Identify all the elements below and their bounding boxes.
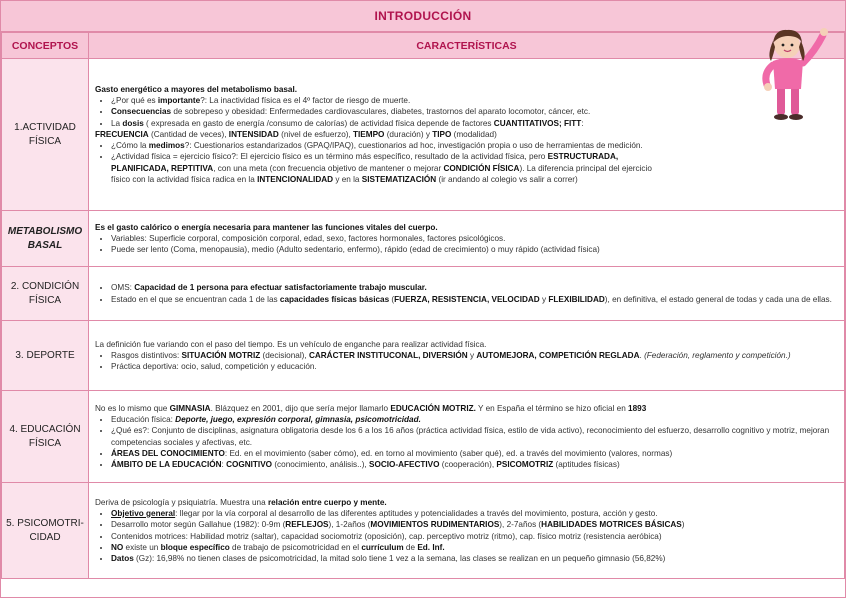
table-row	[2, 321, 845, 391]
list-item: • Contenidos motrices: Habilidad motriz (saltar), capacidad sociomotriz (oposición), cap. perceptivo motriz (ritmo), cap. físico motriz (resistencia aeróbica)	[111, 531, 838, 542]
characteristics-cell	[89, 391, 845, 483]
header-characteristics: CARACTERÍSTICAS	[89, 33, 845, 59]
list-item: • Consecuencias de sobrepeso y obesidad: Enfermedades cardiovasculares, diabetes, trastornos del aparato locomotor, cáncer, etc.	[111, 106, 838, 117]
characteristics-cell	[89, 483, 845, 579]
table-row	[2, 59, 845, 211]
list-item: • Puede ser lento (Coma, menopausia), medio (Adulto sedentario, enfermo), rápido (edad de crecimiento) o muy rápido (actividad física)	[111, 244, 838, 255]
characteristics-cell	[89, 321, 845, 391]
list-item: • Educación física: Deporte, juego, expresión corporal, gimnasia, psicomotricidad.	[111, 414, 838, 425]
list-item: • OMS: Capacidad de 1 persona para efectuar satisfactoriamente trabajo muscular.	[111, 282, 838, 293]
concept-label: 5. PSICOMOTRI-CIDAD	[6, 518, 84, 543]
row-intro: La definición fue variando con el paso del tiempo. Es un vehículo de enganche para realizar actividad física.	[95, 339, 487, 349]
concept-cell	[2, 59, 89, 211]
list-item: • Datos (Gz): 16,98% no tienen clases de psicomotricidad, la mitad solo tiene 1 vez a la semana, las clases se realizan en un pequeño gimnasio (56,82%)	[111, 553, 838, 564]
table-row	[2, 483, 845, 579]
concept-cell	[2, 391, 89, 483]
bullet-list	[95, 95, 838, 129]
concept-label: METABOLISMO BASAL	[7, 226, 83, 251]
concept-cell	[2, 267, 89, 321]
concept-cell	[2, 321, 89, 391]
list-item: • Estado en el que se encuentran cada 1 de las capacidades físicas básicas (FUERZA, RESISTENCIA, VELOCIDAD y FLEXIBILIDAD), en definitiva, el estado general de todas y cada una de ellas.	[111, 294, 838, 305]
characteristics-cell	[89, 59, 845, 211]
list-item: • ÁMBITO DE LA EDUCACIÓN: COGNITIVO (conocimiento, análisis..), SOCIO-AFECTIVO (cooperación), PSICOMOTRIZ (aptitudes físicas)	[111, 459, 838, 470]
list-item: • Rasgos distintivos: SITUACIÓN MOTRIZ (decisional), CARÁCTER INSTITUCONAL, DIVERSIÓN y AUTOMEJORA, COMPETICIÓN REGLADA. (Federación, reglamento y competición.)	[111, 350, 838, 361]
row-intro: No es lo mismo que GIMNASIA. Blázquez en 2001, dijo que sería mejor llamarlo EDUCACIÓN MOTRIZ. Y en España el término se hizo oficial en 1893	[95, 403, 647, 413]
header-concepts: CONCEPTOS	[2, 33, 89, 59]
continuation-line: físico con la actividad física radica en la INTENCIONALIDAD y en la SISTEMATIZACIÓN (ir andando al colegio vs salir a correr)	[111, 175, 578, 185]
list-item: • ÁREAS DEL CONOCIMIENTO: Ed. en el movimiento (saber cómo), ed. en torno al movimiento (saber qué), ed. a través del movimiento (valores, normas)	[111, 448, 838, 459]
characteristics-cell	[89, 211, 845, 267]
list-item: • ¿Por qué es importante?: La inactividad física es el 4º factor de riesgo de muerte.	[111, 95, 838, 106]
list-item: • Variables: Superficie corporal, composición corporal, edad, sexo, factores hormonales, factores psicológicos.	[111, 233, 838, 244]
fitt-line: FRECUENCIA (Cantidad de veces), INTENSIDAD (nivel de esfuerzo), TIEMPO (duración) y TIPO (modalidad)	[95, 129, 497, 139]
continuation-line: PLANIFICADA, REPTITIVA, con una meta (con frecuencia objetivo de mantener o mejorar CONDICIÓN FÍSICA). La diferencia principal del ejercicio	[111, 163, 652, 173]
table-row	[2, 391, 845, 483]
bullet-list	[95, 282, 838, 305]
list-item: • ¿Qué es?: Conjunto de disciplinas, asignatura obligatoria desde los 6 a los 16 años (práctica actividad física, estilo de vida activo), reconocimiento del esfuerzo, desarrollo cognitivo y motriz, mejoran competencias sociales y afectivas, etc.	[111, 425, 838, 448]
girl-stretching-icon	[741, 21, 837, 121]
concept-label: 1.ACTIVIDAD FÍSICA	[14, 122, 76, 147]
table-row	[2, 211, 845, 267]
concept-cell	[2, 483, 89, 579]
concepts-table	[1, 32, 845, 579]
bullet-list	[95, 233, 838, 256]
concept-label: 2. CONDICIÓN FÍSICA	[10, 281, 80, 306]
table-row	[2, 267, 845, 321]
list-item: • Objetivo general: llegar por la vía corporal al desarrollo de las diferentes aptitudes y potencialidades a través del movimiento, postura, acción y gesto.	[111, 508, 838, 519]
characteristics-cell	[89, 267, 845, 321]
bullet-list	[95, 508, 838, 565]
row-heading: Gasto energético a mayores del metabolismo basal.	[95, 84, 298, 94]
page-title: INTRODUCCIÓN	[1, 1, 845, 32]
list-item: • ¿Cómo la medimos?: Cuestionarios estandarizados (GPAQ/IPAQ), cuestionarios ad hoc, investigación propia o uso de herramientas de medición.	[111, 140, 838, 151]
concept-label: 4. EDUCACIÓN FÍSICA	[9, 424, 81, 449]
list-item: • Desarrollo motor según Gallahue (1982): 0-9m (REFLEJOS), 1-2años (MOVIMIENTOS RUDIMENTARIOS), 2-7años (HABILIDADES MOTRICES BÁSICAS)	[111, 519, 838, 530]
row-heading: Es el gasto calórico o energía necesaria para mantener las funciones vitales del cuerpo.	[95, 222, 438, 232]
bullet-list	[95, 140, 838, 163]
bullet-list	[95, 350, 838, 373]
list-item: • ¿Actividad física = ejercicio físico?: El ejercicio físico es un término más específico, resultado de la actividad física, pero ESTRUCTURADA,	[111, 151, 838, 162]
concept-label: 3. DEPORTE	[15, 349, 75, 361]
row-intro: Deriva de psicología y psiquiatría. Muestra una relación entre cuerpo y mente.	[95, 497, 387, 507]
list-item: • NO existe un bloque específico de trabajo de psicomotricidad en el currículum de Ed. Inf.	[111, 542, 838, 553]
concept-cell	[2, 211, 89, 267]
list-item: • La dosis ( expresada en gasto de energía /consumo de calorías) de actividad física depende de factores CUANTITATIVOS; FITT:	[111, 118, 838, 129]
bullet-list	[95, 414, 838, 471]
list-item: • Práctica deportiva: ocio, salud, competición y educación.	[111, 361, 838, 372]
